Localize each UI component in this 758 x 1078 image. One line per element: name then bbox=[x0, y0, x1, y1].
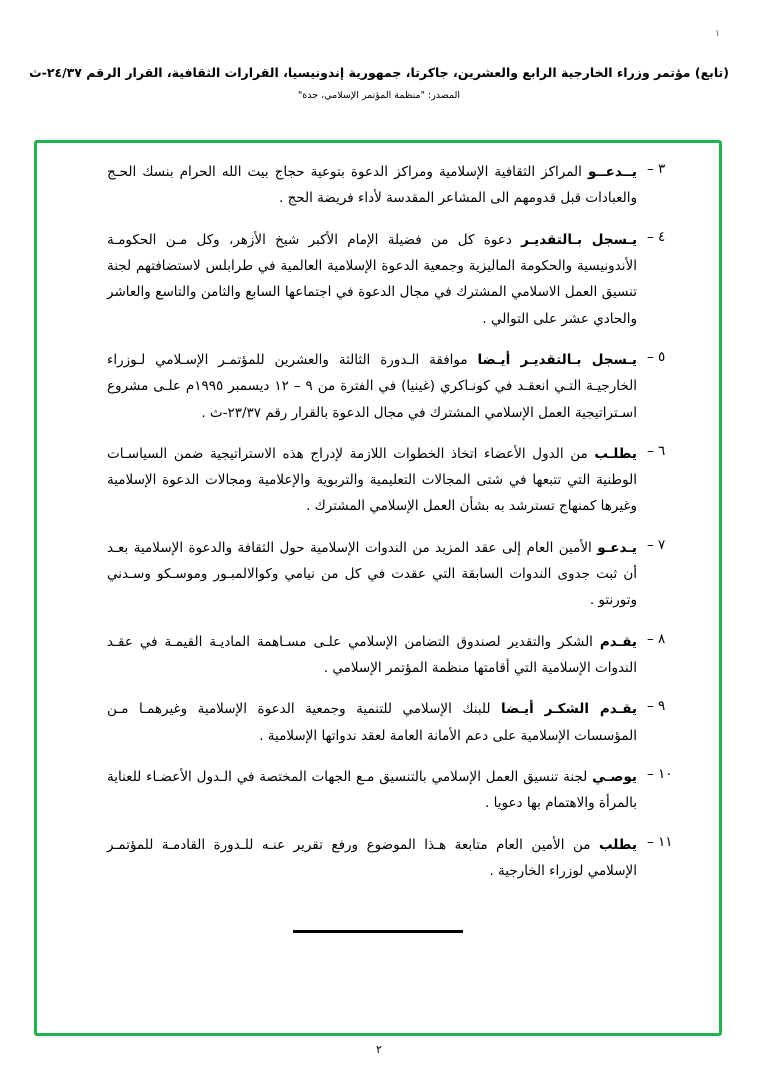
clause-lead: يقـدم الشكـر أيـضا bbox=[501, 701, 637, 718]
clause-body bbox=[65, 159, 641, 212]
clause-number: ٩ – bbox=[647, 698, 666, 715]
clause-body bbox=[65, 764, 641, 817]
clause-body bbox=[65, 832, 641, 885]
header-source: المصدر: "منظمة المؤتمر الإسلامي، جدة" bbox=[297, 89, 461, 101]
clause-text: دعوة كل من فضيلة الإمام الأكبر شيخ الأزهر، وكل مـن الحكومـة الأندونيسية والحكومة الماليزية وجمعية الدعوة الإسلامية العالمية في طرابلس لاستضافتهم لجنة تنسيق العمل الاسلامي المشترك في مجال الدعوة في اجتماعها السابع والثامن والتاسع والعاشر والحادي عشر على التوالي . bbox=[107, 231, 637, 327]
clause-body bbox=[65, 227, 641, 332]
clause-text: لجنة تنسيق العمل الإسلامي بالتنسيق مـع الجهات المختصة في الـدول الأعضـاء للعناية بالمرأة والاهتمام بها دعويا . bbox=[107, 768, 637, 812]
clause-text: موافقة الـدورة الثالثة والعشرين للمؤتمـر الإسـلامي لـوزراء الخارجيـة التـي انعقـد في كونـاكري (غينيا) في الفترة من ٩ – ١٢ ديسمبر ١٩٩٥م علـى مشروع اسـتراتيجية العمل الإسلامي المشترك في مجال الدعوة بالقرار رقم ٢٣/٣٧-ث . bbox=[107, 351, 637, 421]
clause-lead: يـسجل بـالتقديـر أيـضا bbox=[477, 351, 637, 368]
corner-mark: ١ bbox=[715, 28, 720, 38]
list-item bbox=[65, 159, 691, 212]
list-item bbox=[65, 227, 691, 332]
green-border-frame bbox=[34, 140, 722, 1036]
clause-lead: يوصـي bbox=[592, 768, 637, 785]
clause-text: للبنك الإسلامي للتنمية وجمعية الدعوة الإسلامية وغيرهمـا مـن المؤسسات الإسلامية على دعم الأمانة العامة لعقد ندواتها الإسلامية . bbox=[107, 701, 637, 744]
list-item bbox=[65, 764, 691, 817]
clause-number: ٦ – bbox=[647, 442, 666, 459]
clause-text: الأمين العام إلى عقد المزيد من الندوات الإسلامية حول الثقافة والدعوة الإسلامية بعـد أن ثبت جدوى الندوات السابقة التي عقدت في كل من نيامي وكوالالمبـور وموسـكو وسـدني وتورنتو . bbox=[107, 539, 637, 609]
clause-text: من الأمين العام متابعة هـذا الموضوع ورفع تقرير عنـه للـدورة القادمـة للمؤتمـر الإسلامي لوزراء الخارجية . bbox=[107, 836, 637, 879]
clause-lead: يـدعـو bbox=[597, 539, 637, 556]
clause-text: المراكز الثقافية الإسلامية ومراكز الدعوة بتوعية حجاج بيت الله الحرام بنسك الحـج والعبادات قبل قدومهم الى المشاعر المقدسة لأداء فريضة الحج . bbox=[107, 164, 637, 207]
clause-lead: يطلـب bbox=[594, 445, 637, 462]
header-title: (تابع) مؤتمر وزراء الخارجية الرابع والعشرين، جاكرتا، جمهورية إندونيسيا، القرارات الثقافية، القرار الرقم ٢٤/٣٧-ث bbox=[29, 65, 729, 80]
document-header bbox=[0, 64, 758, 101]
clause-body bbox=[65, 535, 641, 614]
clause-lead: يـسجل بـالتقديـر bbox=[521, 231, 638, 248]
clause-body bbox=[65, 441, 641, 520]
clause-number: ٧ – bbox=[647, 536, 666, 553]
clause-lead: يــدعــو bbox=[587, 164, 637, 180]
list-item bbox=[65, 441, 691, 520]
list-item bbox=[65, 629, 691, 682]
section-divider-wrap bbox=[65, 918, 691, 937]
clause-list bbox=[65, 159, 691, 1023]
clause-body bbox=[65, 629, 641, 682]
clause-number: ٤ – bbox=[647, 228, 666, 245]
clause-text: الشكر والتقدير لصندوق التضامن الإسلامي علـى مسـاهمة الماديـة القيمـة في عقـد الندوات الإسلامية التي أقامتها منظمة المؤتمر الإسلامي . bbox=[107, 633, 637, 676]
clause-number: ١١ – bbox=[647, 833, 673, 850]
list-item bbox=[65, 347, 691, 426]
list-item bbox=[65, 535, 691, 614]
clause-number: ٣ – bbox=[647, 161, 666, 177]
clause-number: ٥ – bbox=[647, 348, 666, 365]
clause-body bbox=[65, 696, 641, 749]
section-divider bbox=[293, 930, 463, 933]
clause-lead: يطلب bbox=[598, 836, 637, 853]
clause-body bbox=[65, 347, 641, 426]
list-item bbox=[65, 832, 691, 885]
clause-lead: يقـدم bbox=[599, 633, 637, 650]
clause-number: ٨ – bbox=[647, 630, 666, 647]
clause-number: ١٠ – bbox=[647, 765, 673, 782]
page-number: ٢ bbox=[376, 1043, 382, 1056]
list-item bbox=[65, 696, 691, 749]
clause-text: من الدول الأعضاء اتخاذ الخطوات اللازمة لإدراج هذه الاستراتيجية ضمن السياسـات الوطنية التي تتبعها في شتى المجالات التعليمية والتربوية والإعلامية ومجالات الدعوة الإسلامية وغيرها كمنهاج تسترشد به بشأن العمل الإسلامي المشترك . bbox=[107, 445, 637, 515]
